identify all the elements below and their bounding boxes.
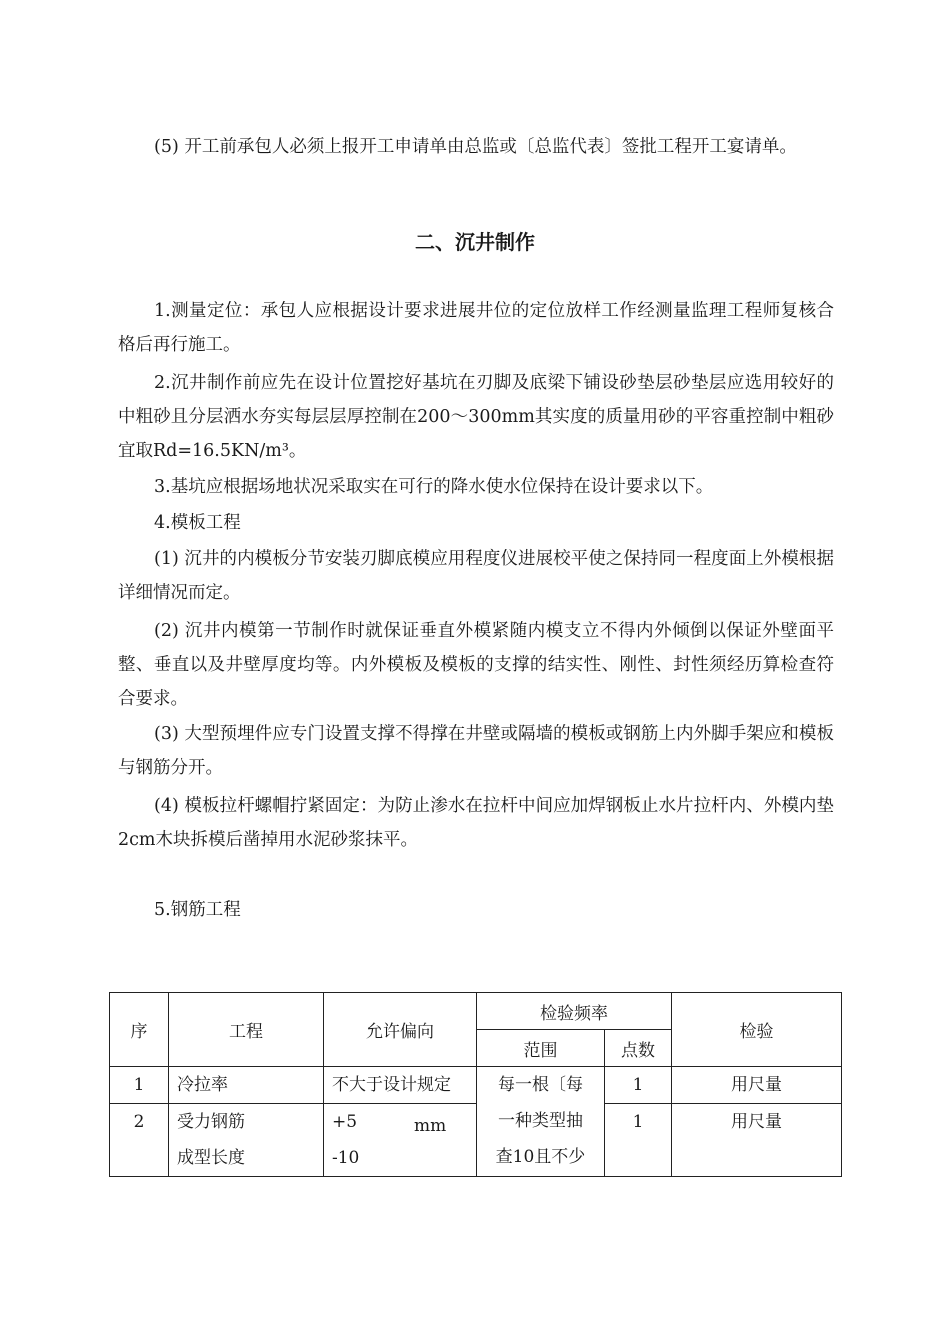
- paragraph-formwork-title: 4.模板工程: [154, 513, 241, 533]
- cell-seq: 1: [110, 1067, 169, 1104]
- paragraph-rebar-title: 5.钢筋工程: [154, 900, 241, 920]
- header-frequency: 检验频率: [477, 993, 672, 1030]
- cell-seq: 2: [110, 1104, 169, 1177]
- paragraph-formwork-3: (3) 大型预埋件应专门设置支撑不得撑在井壁或隔墙的模板或钢筋上内外脚手架应和模板与钢筋分开。: [118, 724, 834, 778]
- paragraph-formwork-2: (2) 沉井内模第一节制作时就保证垂直外模紧随内模支立不得内外倾倒以保证外壁面平整、垂直以及井壁厚度均等。内外模板及模板的支撑的结实性、刚性、封性须经历算检查符合要求。: [118, 621, 834, 709]
- cell-range-line3: 查10且不少: [495, 1147, 586, 1167]
- header-tolerance: 允许偏向: [324, 993, 477, 1067]
- paragraph-dewatering: 3.基坑应根据场地状况采取实在可行的降水使水位保持在设计要求以下。: [154, 477, 714, 497]
- cell-project-line1: 受力钢筋: [177, 1112, 245, 1132]
- cell-project-line1: 冷拉率: [177, 1075, 228, 1095]
- cell-tolerance-lower: -10: [332, 1148, 360, 1168]
- table-row: [110, 1067, 842, 1104]
- cell-tolerance-unit: mm: [414, 1116, 447, 1136]
- paragraph-formwork-4: (4) 模板拉杆螺帽拧紧固定：为防止渗水在拉杆中间应加焊钢板止水片拉杆内、外模内垫2cm木块拆模后凿掉用水泥砂浆抹平。: [118, 796, 834, 850]
- inspection-table: [109, 992, 842, 1177]
- cell-tolerance: [324, 1067, 477, 1104]
- cell-project-line2: 成型长度: [177, 1148, 245, 1168]
- header-range: 范围: [477, 1030, 605, 1067]
- paragraph-survey: 1.测量定位：承包人应根据设计要求进展井位的定位放样工作经测量监理工程师复核合格后再行施工。: [118, 301, 834, 355]
- cell-tolerance-line1: 不大于设计规定: [332, 1075, 451, 1095]
- cell-points: 1: [605, 1104, 672, 1177]
- header-seq: 序: [110, 993, 169, 1067]
- paragraph-foundation-pit: 2.沉井制作前应先在设计位置挖好基坑在刃脚及底梁下铺设砂垫层砂垫层应选用较好的中粗砂且分层洒水夯实每层层厚控制在200～300mm其实度的质量用砂的平容重控制中粗砂宜取Rd=16.5KN/m³。: [118, 373, 834, 461]
- header-points: 点数: [605, 1030, 672, 1067]
- cell-range: [477, 1067, 605, 1177]
- table-row: [110, 1104, 842, 1177]
- cell-tolerance-upper: +5: [332, 1112, 358, 1132]
- paragraph-formwork-1: (1) 沉井的内模板分节安装刃脚底模应用程度仪进展校平使之保持同一程度面上外模根据详细情况而定。: [118, 549, 834, 603]
- cell-project: [169, 1104, 324, 1177]
- cell-project: [169, 1067, 324, 1104]
- section-heading: 二、沉井制作: [415, 230, 535, 254]
- cell-points: 1: [605, 1067, 672, 1104]
- header-project: 工程: [169, 993, 324, 1067]
- cell-range-line2: 一种类型抽: [498, 1111, 583, 1131]
- cell-method: 用尺量: [672, 1067, 842, 1104]
- cell-range-line1: 每一根〔每: [498, 1075, 583, 1095]
- cell-method: 用尺量: [672, 1104, 842, 1177]
- paragraph-start-request: (5) 开工前承包人必须上报开工申请单由总监或〔总监代表〕签批工程开工宴请单。: [154, 137, 797, 157]
- header-method: 检验: [672, 993, 842, 1067]
- cell-tolerance: [324, 1104, 477, 1177]
